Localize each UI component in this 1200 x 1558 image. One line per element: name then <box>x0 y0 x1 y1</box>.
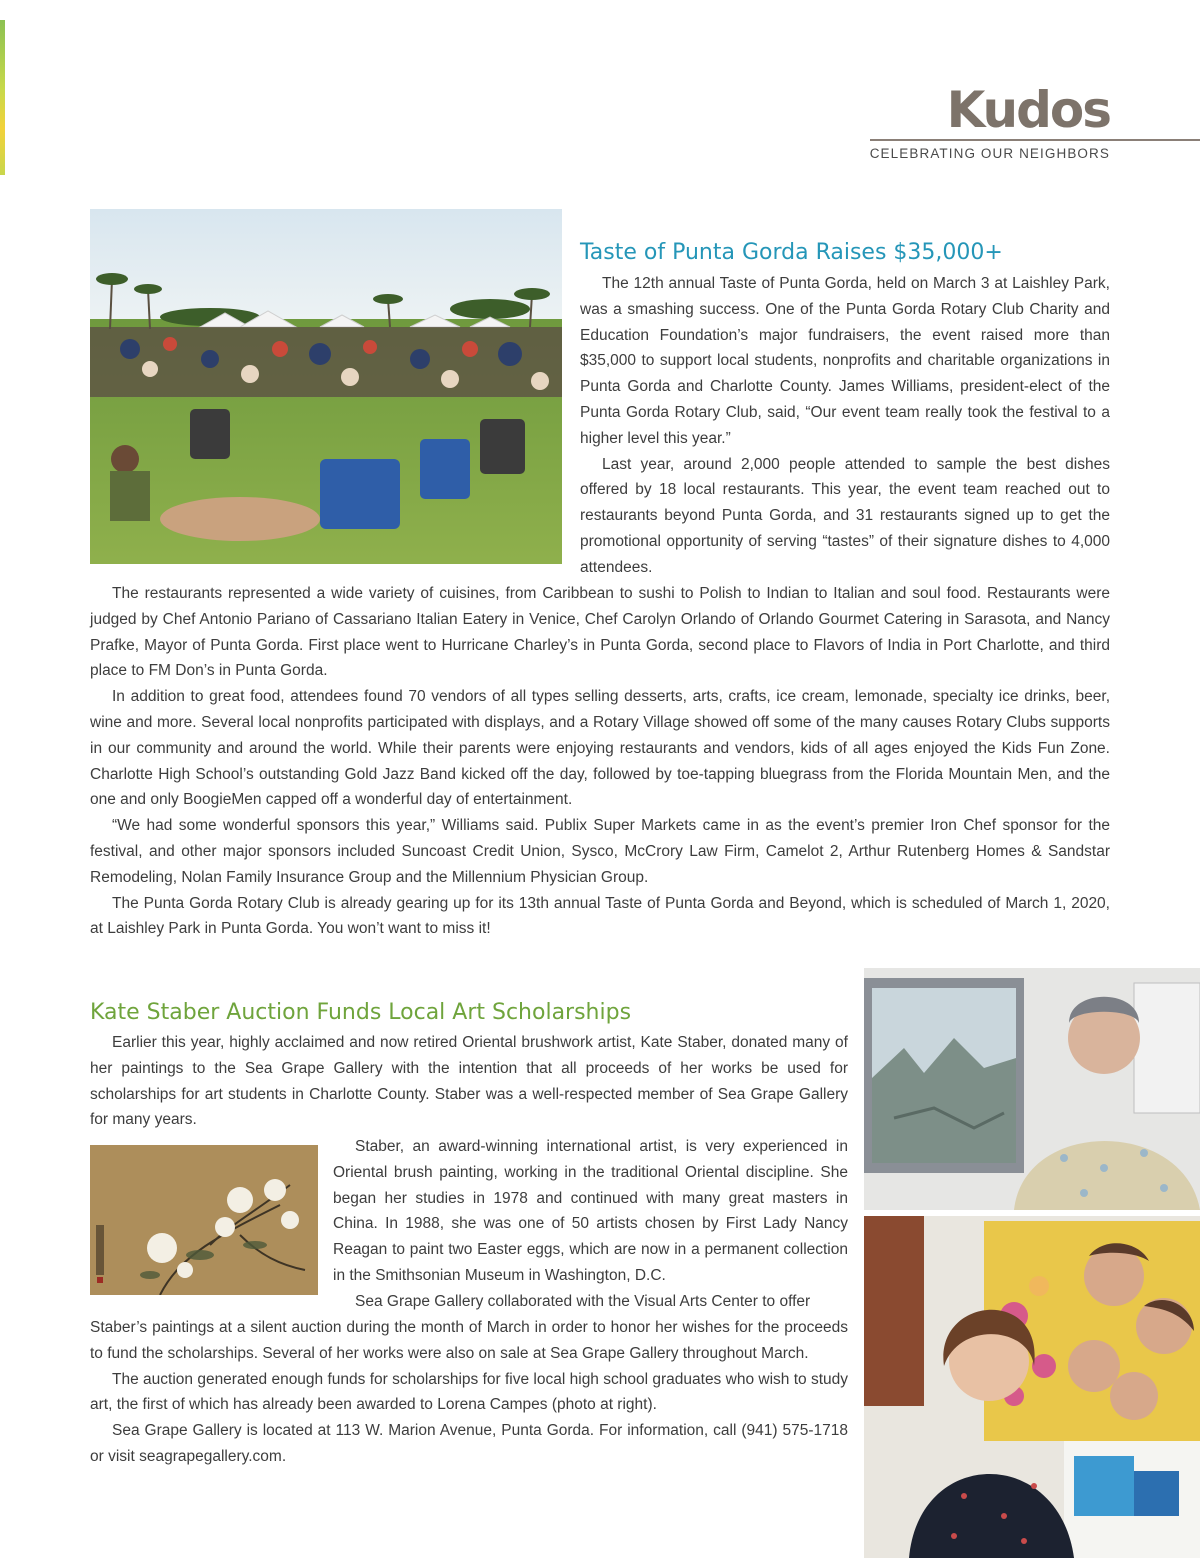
article2-body <box>90 1315 848 1470</box>
article1-body <box>90 581 1110 942</box>
article1-body-paragraph: “We had some wonderful sponsors this year,” Williams said. Publix Super Markets came in as the event’s premier Iron Chef sponsor for the festival, and other major sponsors included Suncoast Credit Union, Sysco, McCrory Law Firm, Camelot 2, Arthur Rutenberg Homes & Sandstar Remodeling, Nolan Family Insurance Group and the Millennium Physician Group. <box>90 817 1110 886</box>
article1-intro-paragraph: Last year, around 2,000 people attended to sample the best dishes offered by 18 local restaurants. This year, the event team reached out to restaurants beyond Punta Gorda, and 31 restaurants signed up to get the promotional opportunity of serving “tastes” of their signature dishes to 4,000 attendees. <box>580 455 1110 576</box>
article2-continuation: Staber’s paintings at a silent auction during the month of March in order to honor her wishes for the proceeds to fund the scholarships. Several of her works were also on sale at Sea Grape Gallery throughout March. <box>90 1319 848 1362</box>
article2-intro <box>90 1030 848 1133</box>
article2-body-paragraph: Sea Grape Gallery is located at 113 W. Marion Avenue, Punta Gorda. For information, call (941) 575-1718 or visit seagrapegallery.com. <box>90 1422 848 1465</box>
masthead-divider <box>870 139 1200 141</box>
article1-headline: Taste of Punta Gorda Raises $35,000+ <box>580 240 1003 265</box>
section-subtitle: CELEBRATING OUR NEIGHBORS <box>869 146 1110 161</box>
article2-body-paragraph: The auction generated enough funds for scholarships for five local high school graduates who wish to study art, the first of which has already been awarded to Lorena Campes (photo at right). <box>90 1370 848 1414</box>
artist-portrait-photo <box>864 968 1200 1210</box>
article1-intro <box>580 271 1110 581</box>
festival-crowd-photo <box>90 209 562 564</box>
article2-beside-paragraph: Staber, an award-winning international artist, is very experienced in Oriental brush painting, working in the traditional Oriental discipline. She began her studies in 1978 and continued with many great masters in China. In 1988, she was one of 50 artists chosen by First Lady Nancy Reagan to paint two Easter eggs, which are now in a permanent collection in the Smithsonian Museum in Washington, D.C. <box>333 1138 848 1284</box>
article2-headline: Kate Staber Auction Funds Local Art Scholarships <box>90 1000 632 1025</box>
article2-beside-painting <box>333 1134 848 1315</box>
article1-intro-paragraph: The 12th annual Taste of Punta Gorda, held on March 3 at Laishley Park, was a smashing success. One of the Punta Gorda Rotary Club Charity and Education Foundation’s major fundraisers, the event raised more than $35,000 to support local students, nonprofits and charitable organizations in Punta Gorda and Charlotte County. James Williams, president-elect of the Punta Gorda Rotary Club, said, “Our event team really took the festival to a higher level this year.” <box>580 275 1110 447</box>
oriental-flower-painting <box>90 1145 318 1295</box>
article1-body-paragraph: In addition to great food, attendees found 70 vendors of all types selling desserts, arts, crafts, ice cream, lemonade, specialty ice drinks, beer, wine and more. Several local nonprofits participated with displays, and a Rotary Village showed off some of the many causes Rotary Clubs supports in our community and around the world. While their parents were enjoying restaurants and vendors, kids of all ages enjoyed the Kids Fun Zone. Charlotte High School’s outstanding Gold Jazz Band kicked off the day, followed by toe-tapping bluegrass from the Florida Mountain Men, and the one and only BoogieMen capped off a wonderful day of entertainment. <box>90 688 1110 809</box>
article2-beside-paragraph: Sea Grape Gallery collaborated with the Visual Arts Center to offer <box>355 1292 811 1310</box>
article1-body-paragraph: The Punta Gorda Rotary Club is already gearing up for its 13th annual Taste of Punta Gorda and Beyond, which is scheduled of March 1, 2020, at Laishley Park in Punta Gorda. You won’t want to miss it! <box>90 894 1110 938</box>
article1-body-paragraph: The restaurants represented a wide variety of cuisines, from Caribbean to sushi to Polish to Indian to Italian and soul food. Restaurants were judged by Chef Antonio Pariano of Cassariano Italian Eatery in Venice, Chef Carolyn Orlando of Orlando Gourmet Catering in Sarasota, and Nancy Prafke, Mayor of Punta Gorda. First place went to Hurricane Charley’s in Punta Gorda, second place to Flavors of India in Port Charlotte, and third place to FM Don’s in Punta Gorda. <box>90 585 1110 680</box>
article2-intro-paragraph: Earlier this year, highly acclaimed and now retired Oriental brushwork artist, Kate Staber, donated many of her paintings to the Sea Grape Gallery with the intention that all proceeds of her works be used for scholarships for art students in Charlotte County. Staber was a well-respected member of Sea Grape Gallery for many years. <box>90 1034 848 1129</box>
section-title: Kudos <box>946 81 1110 139</box>
decorative-edge-strip <box>0 20 5 175</box>
section-masthead <box>947 82 1110 138</box>
scholarship-recipient-photo <box>864 1216 1200 1558</box>
